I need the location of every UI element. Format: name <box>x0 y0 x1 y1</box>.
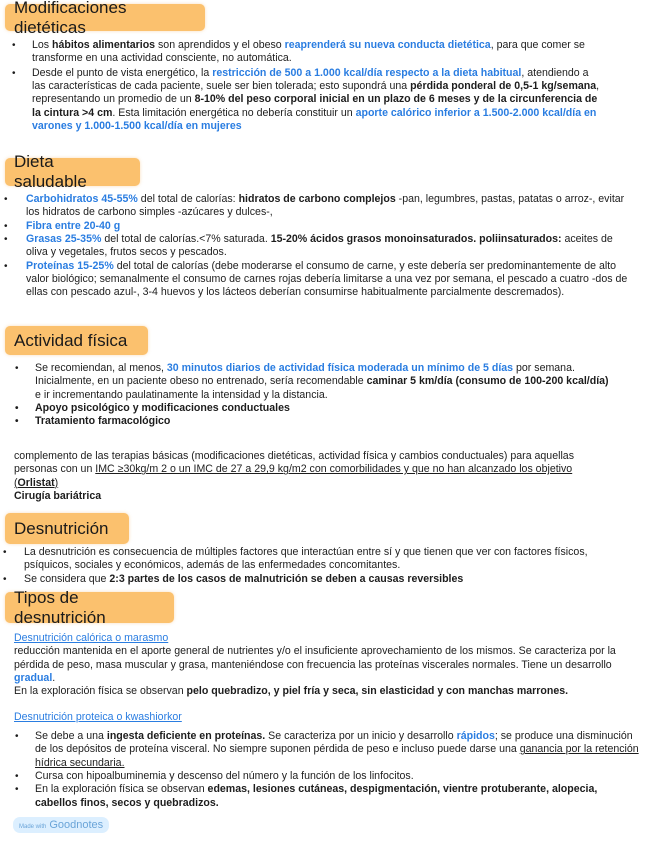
list-kwashiorkor <box>12 730 640 810</box>
list-item: • Grasas 25-35% del total de calorías.<7% saturada. 15-20% ácidos grasos monoinsaturados. poliinsaturados: aceites de oliva y vegetales, frutos secos y pescados. <box>2 233 634 260</box>
list-item: • La desnutrición es consecuencia de múltiples factores que interactúan entre sí y que tienen que ver con factores físicos, psíquicos, sociales y económicos, además de las enfermedades concomitantes. <box>2 546 602 573</box>
list-item: • Apoyo psicológico y modificaciones conductuales <box>12 402 612 415</box>
list-item: • Desde el punto de vista energético, la restricción de 500 a 1.000 kcal/día respecto a la dieta habitual, atendiendo a las características de cada paciente, suele ser bien tolerada; esto supondrá una pérdida ponderal de 0,5-1 kg/semana, representando un promedio de un 8-10% del peso corporal inicial en un plazo de 6 meses y de la circunferencia de la cintura >4 cm. Esta limitación energética no debería constituir un aporte calórico inferior a 1.500-2.000 kcal/día en varones y 1.000-1.500 kcal/día en mujeres <box>8 67 604 134</box>
section-title-text: Actividad física <box>14 330 128 350</box>
subheading-marasmo: Desnutrición calórica o marasmo <box>14 632 169 644</box>
list-item: • Los hábitos alimentarios son aprendidos y el obeso reaprenderá su nueva conducta dietética, para que comer se transforme en una actividad consciente, no automática. <box>8 39 604 66</box>
section-title-modificaciones <box>5 0 205 37</box>
section-title-text: Desnutrición <box>14 518 109 538</box>
paragraph: reducción mantenida en el aporte general de nutrientes y/o el insuficiente aprovechamiento de los mismos. Se caracteriza por la pérdida de peso, masa muscular y grasa, manteniéndose con frecuencia las proteínas viscerales normales. Tiene un desarrollo gradual. <box>14 645 616 685</box>
list-item: • Se debe a una ingesta deficiente en proteínas. Se caracteriza por un inicio y desarrollo rápidos; se produce una disminución de los depósitos de proteína visceral. No siempre suponen pérdida de peso e incluso puede darse una ganancia por la retención hídrica secundaria. <box>12 730 640 770</box>
list-item: • Se considera que 2:3 partes de los casos de malnutrición se deben a causas reversibles <box>2 573 602 586</box>
section-title-text: Dieta saludable <box>14 152 87 191</box>
list-item: • En la exploración física se observan edemas, lesiones cutáneas, despigmentación, vientre protuberante, alopecia, cabellos finos, secos y quebradizos. <box>12 783 640 810</box>
section-title-dieta <box>5 152 140 191</box>
section-title-text: Tipos de desnutrición <box>14 587 106 627</box>
list-item: • Fibra entre 20-40 g <box>2 220 634 233</box>
section-title-desnutricion <box>5 513 129 544</box>
section-title-tipos <box>5 587 174 627</box>
paragraph: En la exploración física se observan pelo quebradizo, y piel fría y seca, sin elasticidad y con manchas marrones. <box>14 685 569 698</box>
section-title-text: Modificaciones dietéticas <box>14 0 127 37</box>
list-item: • Carbohidratos 45-55% del total de calorías: hidratos de carbono complejos -pan, legumbres, pastas, patatas o arroz-, evitar los hidratos de carbono simples -azúcares y dulces-, <box>2 193 634 220</box>
goodnotes-watermark: Made with Goodnotes <box>13 817 109 833</box>
paragraph: Cirugía bariátrica <box>14 490 102 503</box>
section-body-modificaciones <box>8 39 604 133</box>
list-item: • Se recomiendan, al menos, 30 minutos diarios de actividad física moderada un mínimo de 5 días por semana. Inicialmente, en un paciente obeso no entrenado, sería recomendable caminar 5 km/día (consumo de 100-200 kcal/día) e ir incrementando paulatinamente la intensidad y la distancia. <box>12 362 612 402</box>
section-body-tipos <box>14 632 634 724</box>
section-body-actividad <box>12 362 612 429</box>
subheading-kwashiorkor: Desnutrición proteica o kwashiorkor <box>14 710 182 723</box>
paragraph-farmacologico: complemento de las terapias básicas (modificaciones dietéticas, actividad física y cambios conductuales) para aquellas personas con un IMC ≥30kg/m 2 o un IMC de 27 a 29,9 kg/m2 con comorbilidades y que no han alcanzado los objetivo (Orlistat) Cirugía bariátrica <box>14 450 612 503</box>
section-title-actividad <box>5 326 148 355</box>
list-item: • Cursa con hipoalbuminemia y descenso del número y la función de los linfocitos. <box>12 770 640 783</box>
list-item: • Tratamiento farmacológico <box>12 415 612 428</box>
list-item: • Proteínas 15-25% del total de calorías (debe moderarse el consumo de carne, y este debería ser predominantemente de alto valor biológico; semanalmente el consumo de carnes rojas debería limitarse a una vez por semana, el pescado a cuatro -dos de ellas con pescado azul-, 3-4 huevos y los lácteos deberían consumirse habitualmente parcialmente descremados). <box>2 260 634 300</box>
section-body-desnutricion <box>2 546 602 586</box>
section-body-dieta <box>2 193 634 300</box>
